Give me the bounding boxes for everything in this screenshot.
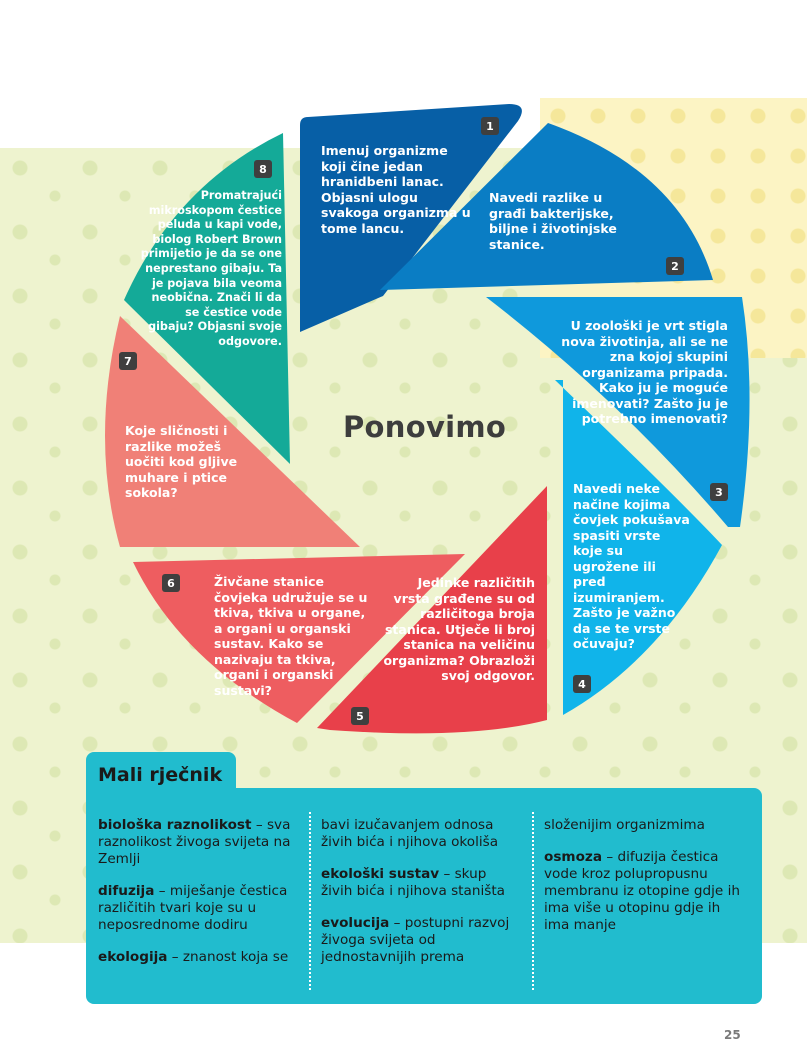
segment-3-number: 3: [710, 483, 728, 501]
dictionary-term: biološka raznolikost: [98, 817, 252, 833]
dictionary-definition: – difuzija čestica vode kroz polupropusnu membranu iz otopine gdje ih ima više u otopinu gdje ih ima manje: [544, 849, 740, 933]
dictionary-entry: [321, 866, 521, 900]
dictionary-continuation: složenijim organizmima: [544, 817, 705, 833]
segment-1-text: Imenuj organizme koji čine jedan hranidbeni lanac. Objasni ulogu svakoga organizma u tome lancu.: [321, 143, 471, 236]
segment-7-number: 7: [119, 352, 137, 370]
segment-8-number: 8: [254, 160, 272, 178]
page-number: 25: [724, 1028, 741, 1042]
column-separator: [532, 812, 534, 990]
dictionary-definition: – skup živih bića i njihova staništa: [321, 866, 505, 899]
segment-5-text: Jedinke različitih vrsta građene su od različitoga broja stanica. Utječe li broj stanica na veličinu organizma? Obrazloži svoj odgovor.: [383, 575, 535, 683]
segment-6-text: Živčane stanice čovjeka udružuje se u tkiva, tkiva u organe, a organi u organski sustav. Kako se nazivaju ta tkiva, organi i organski sustavi?: [214, 574, 368, 698]
dictionary-column-3: [544, 817, 744, 949]
dictionary-entry: [544, 849, 744, 934]
segment-5-number: 5: [351, 707, 369, 725]
segment-4-text: Navedi neke načine kojima čovjek pokušava spasiti vrste koje su ugrožene ili pred izumiranjem. Zašto je važno da se te vrste očuvaju?: [573, 481, 690, 651]
page-title: Ponovimo: [343, 410, 507, 444]
dictionary-column-1: [98, 817, 298, 981]
segment-4-number: 4: [573, 675, 591, 693]
dictionary-term: evolucija: [321, 915, 390, 931]
dictionary-title: Mali rječnik: [98, 764, 223, 786]
segment-2-text: Navedi razlike u građi bakterijske, biljne i životinjske stanice.: [489, 190, 617, 252]
dictionary-entry: [321, 915, 521, 966]
dictionary-term: ekološki sustav: [321, 866, 440, 882]
dictionary-entry: [98, 883, 298, 934]
dictionary-column-2: [321, 817, 521, 981]
segment-8-text: Promatrajući mikroskopom čestice peluda u kapi vode, biolog Robert Brown primijetio je da se one neprestano gibaju. Ta je pojava bila veoma neobična. Znači li da se čestice vode gibaju? Objasni svoje odgovore.: [140, 189, 282, 348]
dictionary-definition: – sva raznolikost živoga svijeta na Zemlji: [98, 817, 291, 867]
dictionary-entry: [98, 817, 298, 868]
dictionary-term: ekologija: [98, 949, 168, 965]
segment-7-text: Koje sličnosti i razlike možeš uočiti kod gljive muhare i ptice sokola?: [125, 423, 238, 500]
segment-1-number: 1: [481, 117, 499, 135]
dictionary-definition: – postupni razvoj živoga svijeta od jednostavnijih prema: [321, 915, 510, 965]
segment-6-number: 6: [162, 574, 180, 592]
dictionary-term: difuzija: [98, 883, 155, 899]
dictionary-term: osmoza: [544, 849, 603, 865]
column-separator: [309, 812, 311, 990]
segment-3-text: U zoološki je vrt stigla nova životinja, ali se ne zna kojoj skupini organizama pripada. Kako ju je moguće imenovati? Zašto ju je potrebno imenovati?: [561, 318, 728, 426]
dictionary-definition: – znanost koja se: [167, 949, 289, 965]
dictionary-definition: – miješanje čestica različitih tvari koje su u neposrednome dodiru: [98, 883, 288, 933]
dictionary-entry: [98, 949, 298, 966]
dictionary-continuation: bavi izučavanjem odnosa živih bića i njihova okoliša: [321, 817, 499, 850]
segment-2-number: 2: [666, 257, 684, 275]
